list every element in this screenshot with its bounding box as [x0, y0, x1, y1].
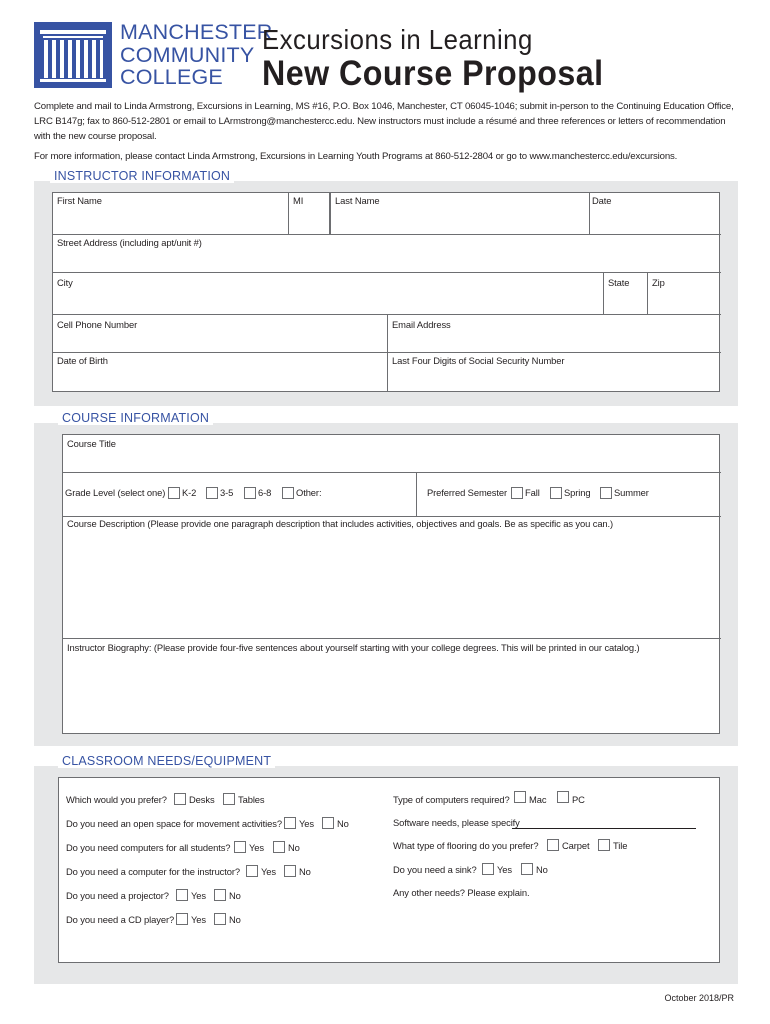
open-space-yes-label: Yes — [299, 818, 314, 829]
mi-field[interactable] — [289, 193, 330, 235]
student-computers-no-label: No — [288, 842, 300, 853]
cell-phone-field[interactable] — [53, 315, 388, 353]
city-field[interactable] — [53, 273, 604, 315]
city-label: City — [57, 277, 73, 288]
sink-question: Do you need a sink? — [393, 864, 477, 875]
mi-label: MI — [293, 195, 304, 206]
course-title-field[interactable] — [63, 435, 721, 473]
last-name-field[interactable] — [330, 193, 590, 235]
semester-spring-label: Spring — [564, 487, 591, 498]
instructor-computer-yes-checkbox[interactable] — [246, 865, 258, 877]
instructor-bio-label: Instructor Biography: (Please provide four-five sentences about yourself starting with your college degrees. This will be printed in our catalog.) — [67, 642, 640, 653]
date-label: Date — [592, 195, 612, 206]
grade-3-5-label: 3-5 — [220, 487, 234, 498]
contact-paragraph: For more information, please contact Linda Armstrong, Excursions in Learning Youth Programs at 860-512-2804 or go to www.manchestercc.edu/excursions. — [34, 151, 678, 162]
grade-6-8-label: 6-8 — [258, 487, 272, 498]
instructor-computer-no-checkbox[interactable] — [284, 865, 296, 877]
sink-yes-label: Yes — [497, 864, 512, 875]
instructor-section-title: INSTRUCTOR INFORMATION — [50, 169, 234, 183]
semester-spring-checkbox[interactable] — [550, 487, 562, 499]
software-needs-question: Software needs, please specify — [393, 817, 520, 828]
course-description-field[interactable] — [63, 517, 721, 639]
instructor-computer-question: Do you need a computer for the instructor? — [66, 866, 241, 877]
student-computers-question: Do you need computers for all students? — [66, 842, 231, 853]
date-field[interactable] — [590, 193, 721, 235]
form-revision-code: October 2018/PR — [664, 993, 734, 1003]
grade-3-5-checkbox[interactable] — [206, 487, 218, 499]
cd-player-no-checkbox[interactable] — [214, 913, 226, 925]
instructor-computer-no-label: No — [299, 866, 311, 877]
date-of-birth-label: Date of Birth — [57, 355, 108, 366]
street-address-field[interactable] — [53, 235, 721, 273]
software-needs-input[interactable] — [512, 828, 696, 829]
grade-other-label: Other: — [296, 487, 322, 498]
course-title-label: Course Title — [67, 438, 116, 449]
classroom-section-title: CLASSROOM NEEDS/EQUIPMENT — [58, 754, 275, 768]
classroom-fields — [58, 777, 720, 963]
tile-checkbox[interactable] — [598, 839, 610, 851]
sink-no-label: No — [536, 864, 548, 875]
state-label: State — [608, 277, 630, 288]
carpet-checkbox[interactable] — [547, 839, 559, 851]
course-fields — [62, 434, 720, 734]
carpet-label: Carpet — [562, 840, 590, 851]
open-space-no-checkbox[interactable] — [322, 817, 334, 829]
grade-level-field — [63, 473, 417, 517]
ssn-field[interactable] — [388, 353, 721, 391]
student-computers-no-checkbox[interactable] — [273, 841, 285, 853]
preferred-semester-label: Preferred Semester — [427, 487, 508, 498]
grade-k2-label: K-2 — [182, 487, 197, 498]
email-field[interactable] — [388, 315, 721, 353]
projector-yes-label: Yes — [191, 890, 206, 901]
desk-preference-question: Which would you prefer? — [66, 794, 167, 805]
instructor-fields — [52, 192, 720, 392]
student-computers-yes-label: Yes — [249, 842, 264, 853]
projector-no-label: No — [229, 890, 241, 901]
mac-label: Mac — [529, 794, 547, 805]
ssn-label: Last Four Digits of Social Security Number — [392, 355, 565, 366]
street-address-label: Street Address (including apt/unit #) — [57, 237, 202, 248]
flooring-question: What type of flooring do you prefer? — [393, 840, 539, 851]
first-name-field[interactable] — [53, 193, 289, 235]
semester-fall-label: Fall — [525, 487, 540, 498]
college-logo — [34, 20, 273, 90]
pc-checkbox[interactable] — [557, 791, 569, 803]
form-title: New Course Proposal — [262, 54, 604, 93]
pc-label: PC — [572, 794, 585, 805]
email-label: Email Address — [392, 319, 451, 330]
grade-k2-checkbox[interactable] — [168, 487, 180, 499]
mac-checkbox[interactable] — [514, 791, 526, 803]
tables-checkbox[interactable] — [223, 793, 235, 805]
logo-line-3: COLLEGE — [120, 65, 223, 89]
college-building-icon — [34, 22, 112, 88]
desks-checkbox[interactable] — [174, 793, 186, 805]
instructor-computer-yes-label: Yes — [261, 866, 276, 877]
open-space-question: Do you need an open space for movement activities? — [66, 818, 282, 829]
sink-yes-checkbox[interactable] — [482, 863, 494, 875]
college-name — [120, 21, 273, 89]
logo-line-1: MANCHESTER — [120, 20, 273, 44]
open-space-yes-checkbox[interactable] — [284, 817, 296, 829]
semester-summer-label: Summer — [614, 487, 649, 498]
course-section-title: COURSE INFORMATION — [58, 411, 213, 425]
cd-player-no-label: No — [229, 914, 241, 925]
student-computers-yes-checkbox[interactable] — [234, 841, 246, 853]
projector-no-checkbox[interactable] — [214, 889, 226, 901]
grade-6-8-checkbox[interactable] — [244, 487, 256, 499]
tables-label: Tables — [238, 794, 265, 805]
computer-type-question: Type of computers required? — [393, 794, 510, 805]
projector-question: Do you need a projector? — [66, 890, 169, 901]
other-needs-question: Any other needs? Please explain. — [393, 887, 530, 898]
cd-player-yes-checkbox[interactable] — [176, 913, 188, 925]
zip-label: Zip — [652, 277, 665, 288]
cell-phone-label: Cell Phone Number — [57, 319, 138, 330]
course-description-label: Course Description (Please provide one paragraph description that includes activities, objectives and goals. Be as specific as you can.) — [67, 518, 614, 529]
open-space-no-label: No — [337, 818, 349, 829]
instructor-bio-field[interactable] — [63, 639, 721, 733]
projector-yes-checkbox[interactable] — [176, 889, 188, 901]
cd-player-yes-label: Yes — [191, 914, 206, 925]
logo-line-2: COMMUNITY — [120, 42, 255, 67]
program-title: Excursions in Learning — [262, 24, 533, 55]
grade-other-checkbox[interactable] — [282, 487, 294, 499]
semester-fall-checkbox[interactable] — [511, 487, 523, 499]
semester-summer-checkbox[interactable] — [600, 487, 612, 499]
desks-label: Desks — [189, 794, 215, 805]
instructions-paragraph: Complete and mail to Linda Armstrong, Excursions in Learning, MS #16, P.O. Box 1046, Manchester, CT 06045-1046; submit in-person to the Continuing Education Office, LRC B147g; fax to 860-512-2801 or email to LArmstrong@manchestercc.edu. New instructors must include a résumé and three references or letters of recommendation with the new course proposal. — [34, 101, 734, 142]
tile-label: Tile — [613, 840, 628, 851]
date-of-birth-field[interactable] — [53, 353, 388, 391]
last-name-label: Last Name — [335, 195, 380, 206]
preferred-semester-field — [417, 473, 721, 517]
grade-level-label: Grade Level (select one) — [65, 487, 166, 498]
state-field[interactable] — [604, 273, 648, 315]
zip-field[interactable] — [648, 273, 721, 315]
sink-no-checkbox[interactable] — [521, 863, 533, 875]
first-name-label: First Name — [57, 195, 102, 206]
cd-player-question: Do you need a CD player? — [66, 914, 175, 925]
